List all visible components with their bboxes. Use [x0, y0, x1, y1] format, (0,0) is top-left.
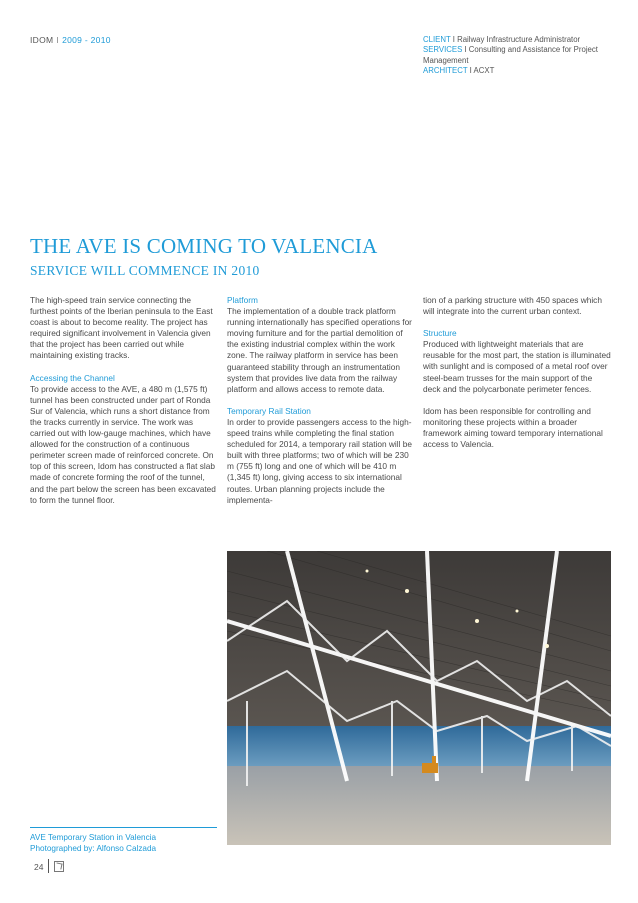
station-photo [227, 551, 611, 845]
footer-divider [48, 859, 49, 873]
station-roof-illustration [227, 551, 611, 845]
credit-services: SERVICES I Consulting and Assistance for Project Management [423, 45, 598, 65]
text-column-2 [227, 295, 413, 506]
section-heading-temporary-station: Temporary Rail Station [227, 405, 311, 416]
text-column-3 [423, 295, 611, 450]
credit-architect: ARCHITECT I ACXT [423, 65, 495, 75]
project-credits [423, 35, 613, 76]
brand-name: IDOM [30, 35, 54, 45]
accessing-paragraph: To provide access to the AVE, a 480 m (1,575 ft) tunnel has been constructed under part of Ronda Sur of Valencia, which runs a short distance from the tracks currently in service. The work was carried out with low-gauge machines, which have allowed for the construction of a continuous perimeter screen made of reinforced concrete. On top of this screen, Idom has constructed a flat slab made of concrete forming the roof of the tunnel, and the part below the screen has been excavated to form the tunnel floor. [30, 383, 216, 505]
caption-title: AVE Temporary Station in Valencia [30, 833, 157, 842]
section-heading-structure: Structure [423, 328, 457, 339]
photo-caption [30, 833, 156, 854]
closing-paragraph: Idom has been responsible for controlling and monitoring these projects within a broader framework aiming toward temporary international access to Valencia. [423, 405, 603, 450]
temporary-station-paragraph: In order to provide passengers access to the high-speed trains while completing the final station scheduled for 2014, a temporary rail station will be built with three platforms; two of which will be 230 m (755 ft) long and one of which will be 410 m (1,345 ft) long, giving access to six international routes. Urban planning projects include the implementa- [227, 416, 412, 505]
section-heading-accessing: Accessing the Channel [30, 372, 115, 383]
caption-rule [30, 827, 217, 828]
platform-paragraph: The implementation of a double track platform running internationally has specified operations for moving furniture and for the partial demolition of the existing industrial complex within the work zone. The railway platform in service has been guaranteed stability through an instrumentation system that provides live data from the railway platform and allows access to remote data. [227, 306, 412, 394]
share-icon[interactable] [54, 861, 64, 872]
project-years: 2009 - 2010 [62, 35, 111, 45]
header-separator: I [56, 35, 60, 45]
text-column-1 [30, 295, 218, 506]
section-heading-platform: Platform [227, 295, 258, 305]
credit-client: CLIENT I Railway Infrastructure Administrator [423, 35, 581, 44]
page-number: 24 [34, 862, 44, 872]
continued-paragraph: tion of a parking structure with 450 spaces which will integrate into the current urban context. [423, 295, 602, 317]
structure-paragraph: Produced with lightweight materials that are reusable for the most part, the station is illuminated with sunlight and is composed of a metal roof over steel-beam trusses for the main support of the deck and the polycarbonate perimeter fences. [423, 339, 611, 394]
intro-paragraph: The high-speed train service connecting the furthest points of the Iberian peninsula to the East coast is about to become reality. The project has required significant involvement in Valencia given that the project has been carried out while maintaining existing tracks. [30, 295, 213, 361]
caption-credit: Photographed by: Alfonso Calzada [30, 843, 157, 853]
article-subtitle: SERVICE WILL COMMENCE IN 2010 [30, 263, 260, 278]
running-header [30, 35, 111, 45]
article-title: THE AVE IS COMING TO VALENCIA [30, 234, 378, 258]
